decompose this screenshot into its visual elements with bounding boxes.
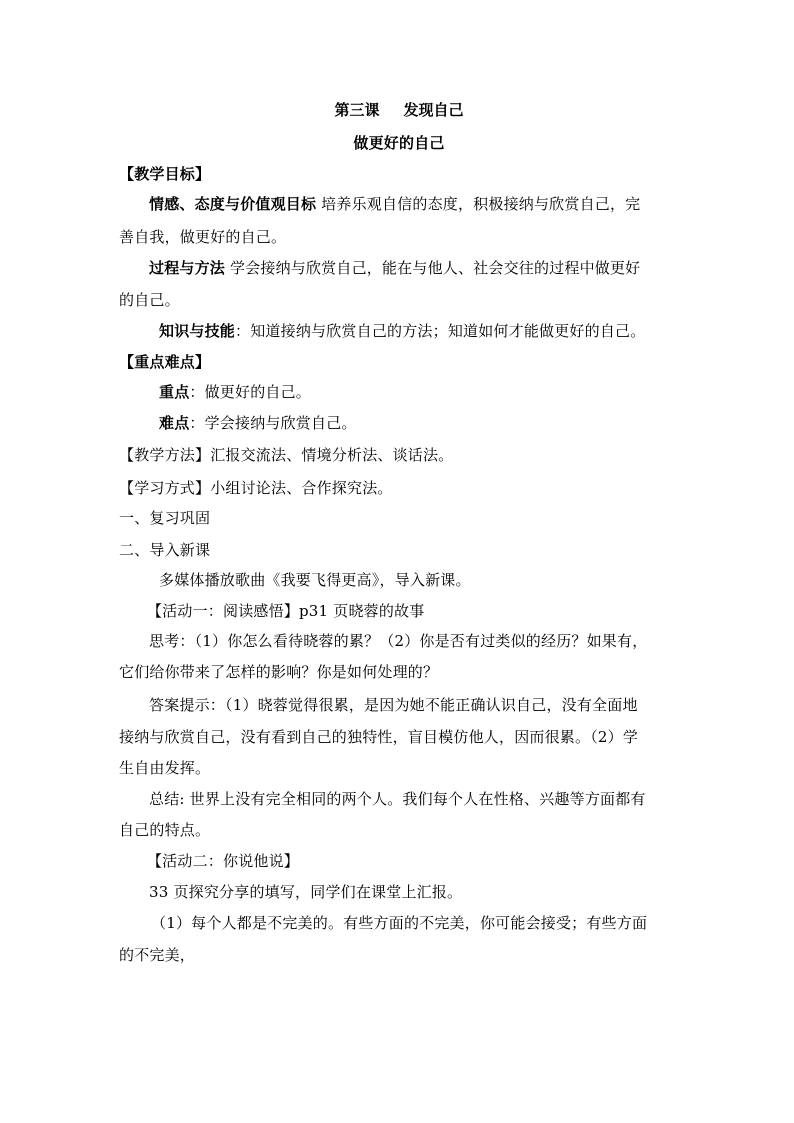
objective-process [149,258,640,278]
lesson-name: 发现自己 [403,101,464,119]
learning-methods: 【学习方式】小组讨论法、合作探究法。 [119,479,393,497]
section-review: 一、复习巩固 [119,509,211,527]
lesson-title [119,100,679,120]
objective-emotion-label: 情感、态度与价值观目标 [149,195,317,213]
objectives-heading: 【教学目标】 [119,165,211,183]
key-points-heading: 【重点难点】 [119,353,211,371]
activity1-summary [149,789,646,809]
objective-emotion-cont: 善自我，做更好的自己。 [119,228,287,246]
section-intro: 二、导入新课 [119,541,211,559]
key-point-label: 重点 [159,383,190,401]
difficult-point-text: ：学会接纳与欣赏自己。 [189,414,357,432]
teaching-methods: 【教学方法】汇报交流法、情境分析法、谈话法。 [119,446,454,464]
objective-knowledge-text: ：知道接纳与欣赏自己的方法；知道如何才能做更好的自己。 [235,322,646,340]
activity1-heading: 【活动一：阅读感悟】p31 页晓蓉的故事 [147,602,425,620]
activity1-answer-cont: 接纳与欣赏自己，没有看到自己的独特性，盲目模仿他人，因而很累。（2）学 [119,728,639,746]
activity2-heading: 【活动二：你说他说】 [147,852,300,870]
objective-knowledge-label: 知识与技能 [159,322,236,340]
difficult-point-label: 难点 [159,414,190,432]
activity1-think: 思考：（1）你怎么看待晓蓉的累？（2）你是否有过类似的经历？如果有， [149,632,648,650]
activity2-item1: （1）每个人都是不完美的。有些方面的不完美，你可能会接受；有些方面 [151,914,648,932]
difficult-point [159,413,357,433]
activity2-item1-cont: 的不完美， [119,946,196,964]
objective-knowledge [159,321,645,341]
lesson-subtitle: 做更好的自己 [353,134,445,152]
objective-process-text: 学会接纳与欣赏自己，能在与他人、社会交往的过程中做更好 [225,259,641,277]
activity1-summary-text: : 世界上没有完全相同的两个人。我们每个人在性格、兴趣等方面都有 [179,790,646,808]
objective-emotion-text: 培养乐观自信的态度，积极接纳与欣赏自己，完 [316,195,641,213]
objective-process-cont: 的自己。 [119,291,180,309]
activity2-text: 33 页探究分享的填写，同学们在课堂上汇报。 [149,883,463,901]
activity1-think-cont: 它们给你带来了怎样的影响？你是如何处理的？ [119,663,439,681]
intro-text: 多媒体播放歌曲《我要飞得更高》，导入新课。 [159,571,471,589]
lesson-number: 第三课 [334,101,380,119]
activity1-answer-cont2: 生自由发挥。 [119,759,211,777]
activity1-summary-label: 总结 [149,790,180,808]
objective-emotion [149,194,640,214]
key-point-text: ：做更好的自己。 [189,383,312,401]
activity1-summary-cont: 自己的特点。 [119,821,211,839]
objective-process-label: 过程与方法 [149,259,226,277]
activity1-answer: 答案提示：（1）晓蓉觉得很累，是因为她不能正确认识自己，没有全面地 [149,696,638,714]
key-point [159,382,311,402]
